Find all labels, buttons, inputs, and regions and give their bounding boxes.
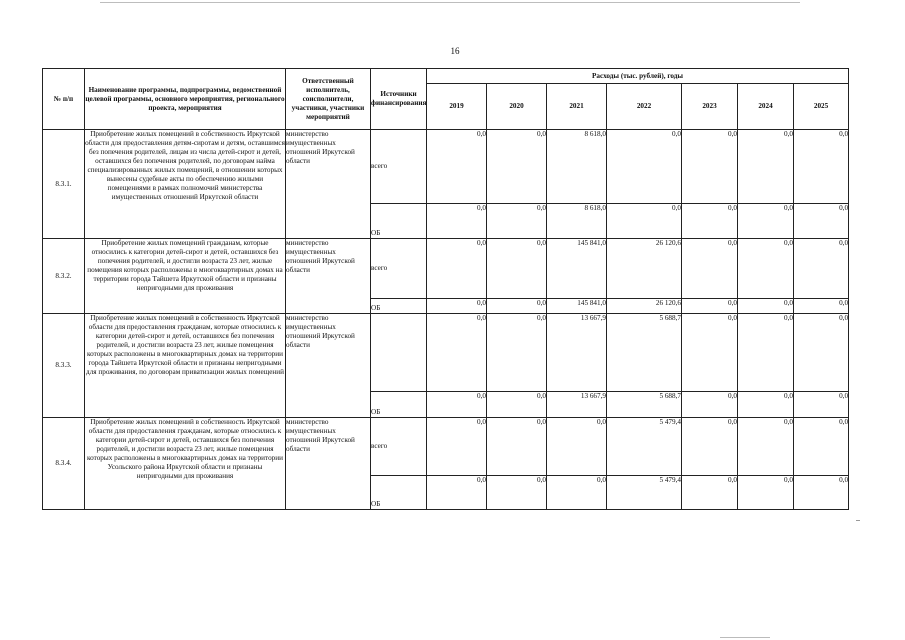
value-cell: 5 688,7 [607, 314, 682, 392]
table-row [43, 314, 849, 392]
header-year: 2023 [682, 84, 738, 130]
row-source: всего [371, 130, 427, 204]
scan-mark [720, 637, 770, 638]
table-row [43, 130, 849, 204]
value-cell: 0,0 [487, 476, 547, 510]
row-source: ОБ [371, 204, 427, 239]
value-cell: 0,0 [738, 418, 794, 476]
value-cell: 0,0 [738, 130, 794, 204]
expenses-table [42, 68, 849, 510]
value-cell: 0,0 [427, 418, 487, 476]
table-row [43, 418, 849, 476]
value-cell: 0,0 [487, 239, 547, 299]
row-source: всего [371, 418, 427, 476]
row-number: 8.3.1. [43, 130, 85, 239]
header-year: 2025 [794, 84, 849, 130]
value-cell: 0,0 [794, 204, 849, 239]
value-cell: 5 688,7 [607, 392, 682, 418]
value-cell: 0,0 [738, 392, 794, 418]
value-cell: 0,0 [794, 392, 849, 418]
value-cell: 0,0 [682, 239, 738, 299]
row-source: ОБ [371, 392, 427, 418]
value-cell: 26 120,6 [607, 239, 682, 299]
header-name: Наименование программы, подпрограммы, ведомственной целевой программы, основного мероприятия, регионального проекта, мероприятия [85, 69, 286, 130]
value-cell: 0,0 [487, 130, 547, 204]
value-cell: 0,0 [427, 130, 487, 204]
value-cell: 8 618,0 [547, 130, 607, 204]
value-cell: 0,0 [427, 299, 487, 314]
value-cell: 8 618,0 [547, 204, 607, 239]
header-year: 2019 [427, 84, 487, 130]
table-row [43, 239, 849, 299]
header-executor: Ответственный исполнитель, соисполнители, участники, участники мероприятий [286, 69, 371, 130]
value-cell: 0,0 [794, 418, 849, 476]
value-cell: 0,0 [794, 130, 849, 204]
row-source: ОБ [371, 476, 427, 510]
value-cell: 5 479,4 [607, 476, 682, 510]
value-cell: 0,0 [607, 204, 682, 239]
header-source: Источники финансирования [371, 69, 427, 130]
value-cell: 0,0 [738, 476, 794, 510]
row-executor: министерство имущественных отношений Иркутской области [286, 418, 371, 510]
value-cell: 0,0 [794, 314, 849, 392]
row-name: Приобретение жилых помещений гражданам, которые относились к категории детей-сирот и детей, оставшихся без попечения родителей, и достигли возраста 23 лет, жилые помещения которых расположены в многоквартирных домах на территории города Тайшета Иркутской области и признаны непригодными для проживания [85, 239, 286, 314]
value-cell: 0,0 [794, 476, 849, 510]
value-cell: 0,0 [682, 476, 738, 510]
row-name: Приобретение жилых помещений в собственность Иркутской области для предоставления гражданам, которые относились к категории детей-сирот и детей, оставшихся без попечения родителей, и достигли возраста 23 лет, жилые помещения которых расположены в многоквартирных домах на территории города Тайшета Иркутской области и признаны непригодными для проживания, по договорам приватизации жилых помещений [85, 314, 286, 418]
value-cell: 13 667,9 [547, 314, 607, 392]
value-cell: 0,0 [682, 299, 738, 314]
header-year: 2024 [738, 84, 794, 130]
value-cell: 26 120,6 [607, 299, 682, 314]
value-cell: 145 841,0 [547, 299, 607, 314]
value-cell: 0,0 [427, 239, 487, 299]
value-cell: 0,0 [487, 418, 547, 476]
row-name: Приобретение жилых помещений в собственность Иркутской области для предоставления детям-сиротам и детям, оставшимся без попечения родителей, лицам из числа детей-сирот и детей, оставшихся без попечения родителей, по договорам найма специализированных жилых помещений, в отношении которых вынесены судебные акты по обеспечению жилыми помещениями в рамках полномочий министерства имущественных отношений Иркутской области [85, 130, 286, 239]
value-cell: 0,0 [738, 299, 794, 314]
value-cell: 0,0 [487, 314, 547, 392]
value-cell: 0,0 [487, 392, 547, 418]
scan-line [100, 2, 800, 3]
header-expenses: Расходы (тыс. рублей), годы [427, 69, 849, 84]
value-cell: 0,0 [682, 204, 738, 239]
value-cell: 0,0 [682, 392, 738, 418]
value-cell: 0,0 [427, 314, 487, 392]
value-cell: 0,0 [427, 204, 487, 239]
value-cell: 0,0 [738, 239, 794, 299]
row-executor: министерство имущественных отношений Иркутской области [286, 130, 371, 239]
value-cell: 0,0 [794, 299, 849, 314]
value-cell: 0,0 [794, 239, 849, 299]
value-cell: 0,0 [738, 204, 794, 239]
row-source [371, 314, 427, 392]
value-cell: 0,0 [682, 314, 738, 392]
row-executor: министерство имущественных отношений Иркутской области [286, 314, 371, 418]
value-cell: 0,0 [547, 476, 607, 510]
value-cell: 0,0 [682, 418, 738, 476]
value-cell: 0,0 [427, 476, 487, 510]
row-name: Приобретение жилых помещений в собственность Иркутской области для предоставления гражданам, которые относились к категории детей-сирот и детей, оставшихся без попечения родителей, и достигли возраста 23 лет, жилые помещения которых расположены в многоквартирных домах на территории Усольского района Иркутской области и признаны непригодными для проживания [85, 418, 286, 510]
value-cell: 0,0 [738, 314, 794, 392]
value-cell: 0,0 [547, 418, 607, 476]
row-number: 8.3.3. [43, 314, 85, 418]
header-year: 2021 [547, 84, 607, 130]
value-cell: 0,0 [487, 299, 547, 314]
scan-mark [856, 520, 860, 521]
page-number: 16 [450, 46, 460, 56]
header-row-1 [43, 69, 849, 84]
value-cell: 145 841,0 [547, 239, 607, 299]
row-number: 8.3.2. [43, 239, 85, 314]
row-source: всего [371, 239, 427, 299]
header-year: 2022 [607, 84, 682, 130]
row-source: ОБ [371, 299, 427, 314]
value-cell: 13 667,9 [547, 392, 607, 418]
value-cell: 0,0 [682, 130, 738, 204]
value-cell: 0,0 [487, 204, 547, 239]
row-number: 8.3.4. [43, 418, 85, 510]
row-executor: министерство имущественных отношений Иркутской области [286, 239, 371, 314]
header-year: 2020 [487, 84, 547, 130]
value-cell: 0,0 [427, 392, 487, 418]
value-cell: 5 479,4 [607, 418, 682, 476]
value-cell: 0,0 [607, 130, 682, 204]
header-num: № п/п [43, 69, 85, 130]
